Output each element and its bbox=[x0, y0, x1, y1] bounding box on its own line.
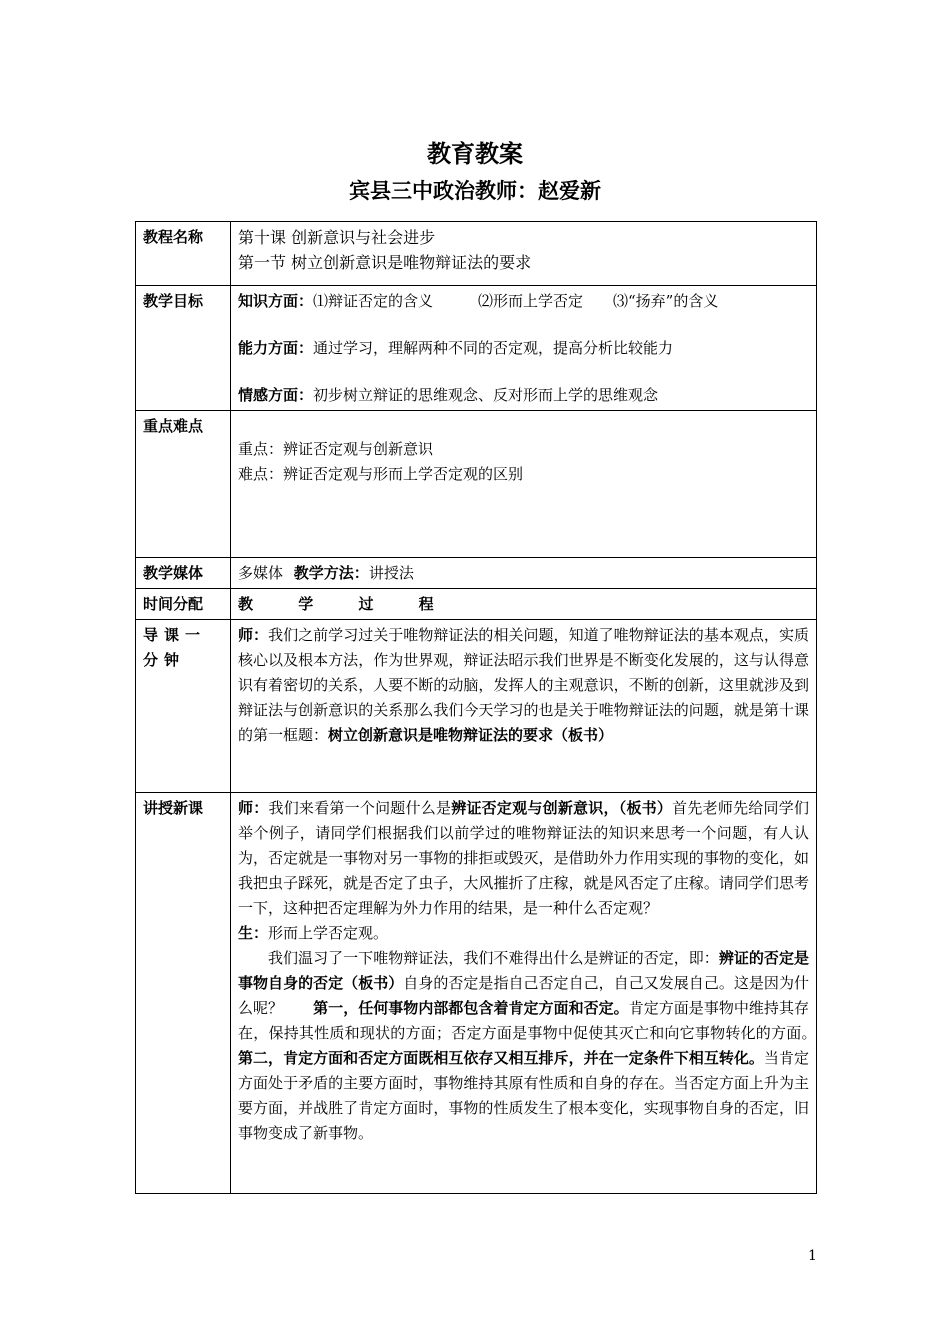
method-label: 教学方法： bbox=[293, 564, 369, 582]
page-number: 1 bbox=[808, 1248, 817, 1264]
row-key-points bbox=[136, 411, 817, 558]
label-media: 教学媒体 bbox=[136, 558, 231, 589]
method-text: 讲授法 bbox=[368, 564, 414, 582]
document-subtitle: 宾县三中政治教师：赵爱新 bbox=[349, 179, 601, 203]
label-key-points: 重点难点 bbox=[136, 411, 231, 558]
p3-text-c: 肯定方面是事物中维持其存在，保持其性质和现状的方面；否定方面是事物中促使其灭亡和向它事物转化的方面。 bbox=[238, 999, 870, 1042]
emotion-text: 初步树立辩证的思维观念、反对形而上学的思维观念 bbox=[313, 386, 659, 404]
p3-bold-2: 第一，任何事物内部都包含着肯定方面和否定。 bbox=[313, 999, 629, 1017]
p3-text-d: 当肯定方面处于矛盾的主要方面时，事物维持其原有性质和自身的存在。当否定方面上升为主要方面，并战胜了肯定方面时，事物的性质发生了根本变化，实现事物自身的否定，旧事物变成了新事物。 bbox=[238, 1049, 809, 1142]
difficulty-text: 难点：辨证否定观与形而上学否定观的区别 bbox=[238, 465, 524, 483]
p1-bold: 辨证否定观与创新意识，（板书） bbox=[451, 799, 673, 817]
ability-text: 通过学习，理解两种不同的否定观，提高分析比较能力 bbox=[313, 339, 674, 357]
p3-text-b: 自身的否定是指自己否定自己，自己又发展自己。这是因为什么呢？ bbox=[238, 974, 809, 1017]
course-content bbox=[231, 222, 817, 286]
document-title: 教育教案 bbox=[427, 140, 523, 168]
process-heading bbox=[231, 589, 817, 620]
row-intro bbox=[136, 620, 817, 793]
label-time: 时间分配 bbox=[136, 589, 231, 620]
row-time bbox=[136, 589, 817, 620]
p2-speaker: 生： bbox=[238, 924, 269, 942]
ability-label: 能力方面： bbox=[238, 339, 314, 357]
knowledge-text: ⑴辩证否定的含义 ⑵形而上学否定 ⑶“扬弃”的含义 bbox=[313, 292, 719, 310]
new-lesson-content bbox=[231, 793, 870, 1194]
knowledge-label: 知识方面： bbox=[238, 292, 314, 310]
lesson-plan-table bbox=[135, 221, 870, 1194]
focus-text: 重点：辨证否定观与创新意识 bbox=[238, 440, 434, 458]
p3-bold-3: 第二，肯定方面和否定方面既相互依存又相互排斥，并在一定条件下相互转化。 bbox=[238, 1049, 764, 1067]
p3-text-a: 我们温习了一下唯物辩证法，我们不难得出什么是辨证的否定，即： bbox=[268, 949, 719, 967]
label-goals: 教学目标 bbox=[136, 286, 231, 411]
p1-speaker: 师： bbox=[238, 799, 269, 817]
label-intro: 导课一分钟 bbox=[136, 620, 231, 793]
media-content bbox=[231, 558, 817, 589]
course-chapter: 第十课 创新意识与社会进步 bbox=[238, 228, 436, 247]
intro-text: 我们之前学习过关于唯物辩证法的相关问题，知道了唯物辩证法的基本观点，实质核心以及根本方法，作为世界观，辩证法昭示我们世界是不断变化发展的，这与认得意识有着密切的关系，人要不断的动脑，发挥人的主观意识，不断的创新，这里就涉及到辩证法与创新意识的关系那么我们今天学习的也是关于唯物辩证法的问题，就是第十课的第一框题： bbox=[238, 626, 809, 744]
emotion-label: 情感方面： bbox=[238, 386, 314, 404]
label-course: 教程名称 bbox=[136, 222, 231, 286]
media-text: 多媒体 bbox=[238, 564, 284, 582]
label-new-lesson: 讲授新课 bbox=[136, 793, 231, 1194]
intro-bold-end: 树立创新意识是唯物辩证法的要求（板书） bbox=[328, 726, 614, 744]
p3-bold-1: 辨证的否定是事物自身的否定（板书） bbox=[238, 949, 809, 992]
row-goals bbox=[136, 286, 817, 411]
p2-text: 形而上学否定观。 bbox=[268, 924, 389, 942]
row-media bbox=[136, 558, 817, 589]
row-new-lesson bbox=[136, 793, 817, 1194]
p1-text-b: 首先老师先给同学们举个例子，请同学们根据我们以前学过的唯物辩证法的知识来思考一个问题，有人认为，否定就是一事物对另一事物的排拒或毁灭，是借助外力作用实现的事物的变化，如我把虫子踩死，就是否定了虫子，大风摧折了庄稼，就是风否定了庄稼。请同学们思考一下，这种把否定理解为外力作用的结果，是一种什么否定观？ bbox=[238, 799, 809, 917]
course-section: 第一节 树立创新意识是唯物辩证法的要求 bbox=[238, 253, 532, 272]
intro-content bbox=[231, 620, 817, 793]
p1-text-a: 我们来看第一个问题什么是 bbox=[268, 799, 452, 817]
key-points-content bbox=[231, 411, 817, 558]
goals-content bbox=[231, 286, 817, 411]
intro-speaker: 师： bbox=[238, 626, 269, 644]
row-course bbox=[136, 222, 817, 286]
process-title: 教 学 过 程 bbox=[238, 595, 454, 613]
